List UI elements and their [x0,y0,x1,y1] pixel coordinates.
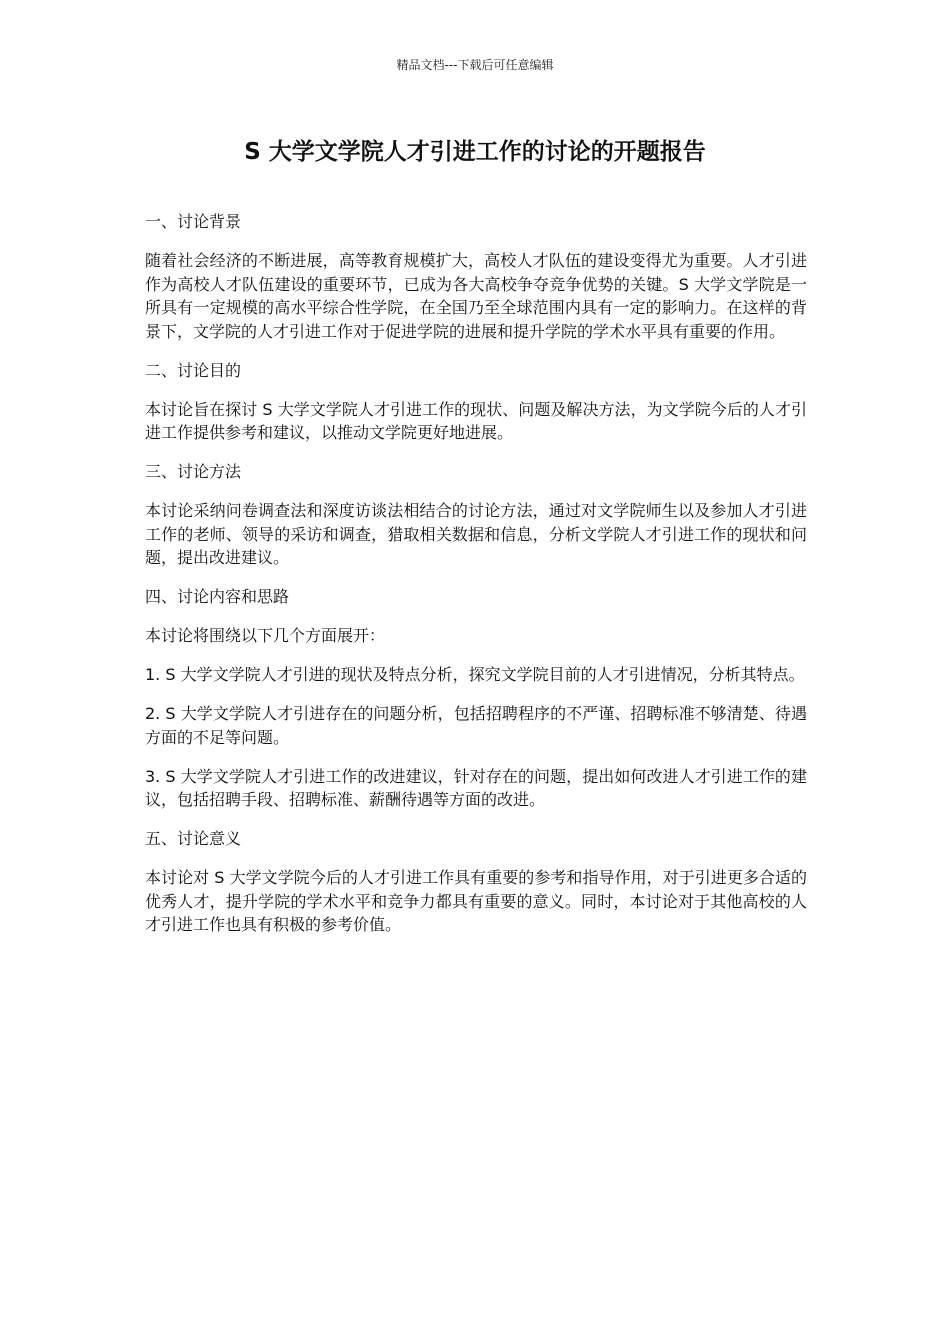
section-heading-significance: 五、讨论意义 [145,829,242,848]
significance-paragraph: 本讨论对 S 大学文学院今后的人才引进工作具有重要的参考和指导作用，对于引进更多合适的优秀人才，提升学院的学术水平和竞争力都具有重要的意义。同时，本讨论对于其他高校的人才引进工作也具有积极的参考价值。 [145,868,807,934]
section-heading-content: 四、讨论内容和思路 [145,587,290,606]
method-paragraph: 本讨论采纳问卷调查法和深度访谈法相结合的讨论方法，通过对文学院师生以及参加人才引进工作的老师、领导的采访和调查，猎取相关数据和信息，分析文学院人才引进工作的现状和问题，提出改进建议。 [145,501,807,567]
section-heading-purpose: 二、讨论目的 [145,360,242,380]
background-paragraph: 随着社会经济的不断进展，高等教育规模扩大，高校人才队伍的建设变得尤为重要。人才引进作为高校人才队伍建设的重要环节，已成为各大高校争夺竞争优势的关键。S 大学文学院是一所具有一定规模的高水平综合性学院，在全国乃至全球范围内具有一定的影响力。在这样的背景下，文学院的人才引进工作对于促进学院的进展和提升学院的学术水平具有重要的作用。 [145,251,807,341]
document-body [145,210,807,952]
section-heading-method: 三、讨论方法 [145,462,242,481]
content-list-item-1: 1. S 大学文学院人才引进的现状及特点分析，探究文学院目前的人才引进情况，分析其特点。 [145,665,805,684]
document-title: S 大学文学院人才引进工作的讨论的开题报告 [244,139,706,165]
page-header-note: 精品文档---下载后可任意编辑 [396,58,554,72]
content-intro-paragraph: 本讨论将围绕以下几个方面展开： [145,626,386,645]
purpose-paragraph: 本讨论旨在探讨 S 大学文学院人才引进工作的现状、问题及解决方法，为文学院今后的人才引进工作提供参考和建议，以推动文学院更好地进展。 [145,399,807,442]
content-list-item-3: 3. S 大学文学院人才引进工作的改进建议，针对存在的问题，提出如何改进人才引进工作的建议，包括招聘手段、招聘标准、薪酬待遇等方面的改进。 [145,766,807,809]
section-heading-background: 一、讨论背景 [145,212,242,231]
content-list-item-2: 2. S 大学文学院人才引进存在的问题分析，包括招聘程序的不严谨、招聘标准不够清楚、待遇方面的不足等问题。 [145,704,807,747]
